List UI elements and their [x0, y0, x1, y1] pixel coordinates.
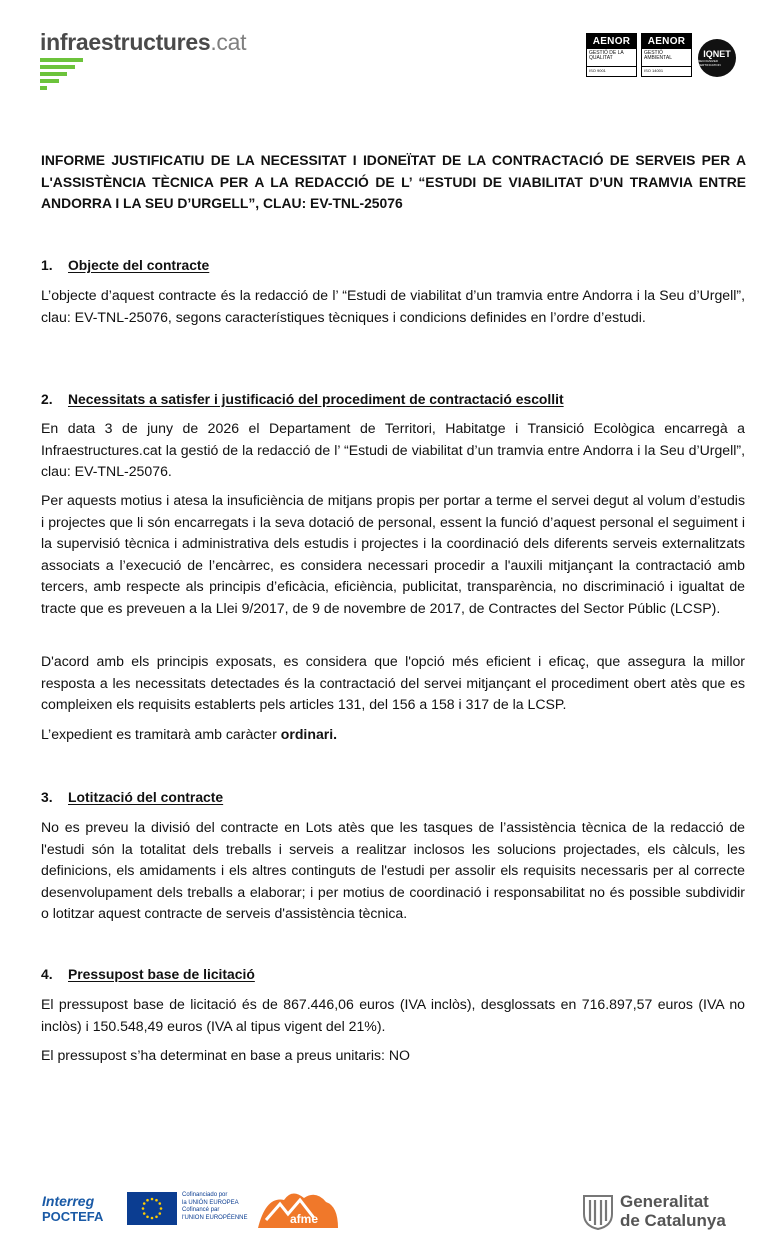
aenor-label: GESTIÓ DE LA QUALITAT [589, 50, 624, 61]
document-title: INFORME JUSTIFICATIU DE LA NECESSITAT I IDONEÏTAT DE LA CONTRACTACIÓ DE SERVEIS PER A L'ASSISTÈNCIA TÈCNICA PER A LA REDACCIÓ DE L’ “ESTUDI DE VIABILITAT D’UN TRAMVIA ENTRE ANDORRA I LA SEU D’URGELL”, CLAU: EV-TNL-25076 [41, 152, 746, 211]
generalitat-line-1: Generalitat [620, 1192, 709, 1211]
section-2-paragraph-1: En data 3 de juny de 2026 el Departament de Territori, Habitatge i Transició Ecològica encarregà a Infraestructures.cat la gestió de la redacció de l’ “Estudi de viabilitat d’un tramvia entre Andorra i la Seu d’Urgell”, clau: EV-TNL-25076. [41, 420, 745, 479]
section-title: Pressupost base de licitació [68, 966, 255, 982]
aenor-environment-seal [641, 33, 692, 77]
afme-logo [256, 1190, 340, 1230]
eu-text-line: Cofinancé par [182, 1207, 220, 1213]
section-2-paragraph-4 [41, 724, 745, 746]
aenor-brand: AENOR [587, 34, 636, 49]
eu-flag-icon [127, 1192, 177, 1225]
section-4-heading [41, 965, 255, 983]
eu-text-line: l'UNION EUROPÉENNE [182, 1214, 248, 1221]
section-4-paragraph-1: El pressupost base de licitació és de 867.446,06 euros (IVA inclòs), desglossats en 716.897,57 euros (IVA no inclòs) i 150.548,49 euros (IVA al tipus vigent del 21%). [41, 996, 745, 1034]
section-3-heading [41, 788, 223, 806]
section-number: 4. [41, 966, 53, 982]
interreg-text: Interreg [42, 1193, 95, 1209]
section-title: Necessitats a satisfer i justificació del procediment de contractació escollit [68, 391, 564, 407]
generalitat-shield-icon [582, 1194, 614, 1230]
eu-cofinancing-text [182, 1192, 248, 1222]
section-number: 2. [41, 391, 53, 407]
infraestructures-logo [40, 30, 246, 54]
iqnet-seal [698, 39, 736, 77]
procedure-type: ordinari. [280, 726, 338, 742]
aenor-brand: AENOR [642, 34, 691, 49]
aenor-quality-seal [586, 33, 637, 77]
section-3-paragraph: No es preveu la divisió del contracte en Lots atès que les tasques de l’assistència tècnica de la redacció de l'estudi són la totalitat dels treballs i serveis a realitzar inclosos les solucions projectades, els càlculs, les definicions, els amidaments i els altres continguts de l'estudi per assolir els requisits necessaris per al correcte desenvolupament dels treballs a elaborar; i per motius de coordinació i responsabilitat no és possible subdividir o lotitzar aquest contracte de serveis d'assistència tècnica. [41, 819, 745, 921]
iqnet-brand: IQNET [703, 49, 731, 59]
poctefa-text: POCTEFA [42, 1209, 104, 1224]
section-2-heading [41, 390, 564, 408]
section-title: Lotització del contracte [68, 789, 224, 805]
iqnet-label: RECOGNIZED CERTIFICATION [698, 59, 721, 67]
aenor-code: ISO 9001 [587, 66, 636, 74]
section-4-paragraph-2: El pressupost s’ha determinat en base a preus unitaris: NO [41, 1047, 410, 1063]
section-number: 1. [41, 257, 53, 273]
section-2-paragraph-3: D'acord amb els principis exposats, es considera que l'opció més eficient i eficaç, que assegura la millor resposta a les necessitats detectades és la contractació del servei mitjançant el procediment obert atès que es compleixen els requisits establerts pels articles 131, del 156 a 158 i 317 de la LCSP. [41, 653, 745, 712]
logo-wordmark [40, 30, 246, 54]
certification-logos [586, 33, 738, 79]
procedure-text: L’expedient es tramitarà amb caràcter [41, 726, 281, 742]
logo-suffix-text: .cat [210, 29, 247, 55]
generalitat-line-2: de Catalunya [620, 1211, 726, 1230]
section-1-paragraph: L’objecte d’aquest contracte és la redacció de l’ “Estudi de viabilitat d’un tramvia entre Andorra i la Seu d’Urgell”, clau: EV-TNL-25076, segons característiques tècniques i condicions definides en l’ordre d’estudi. [41, 287, 745, 325]
section-number: 3. [41, 789, 53, 805]
eu-text-line: Cofinanciado por [182, 1192, 228, 1198]
footer-logos [0, 1188, 779, 1233]
section-2-paragraph-2: Per aquests motius i atesa la insuficiència de mitjans propis per portar a terme el servei degut al volum d’estudis i projectes que li són encarregats i la seva dotació de personal, essent la funció d’aquest personal el seguiment i la supervisió tècnica i administrativa dels estudis i projectes i la coordinació dels diferents serveis externalitzats associats a l’execució de l’encàrrec, es considera necessari procedir a l'auxili mitjançant la contractació amb tercers, amb respecte als principis d’eficàcia, eficiència, publicitat, transparència, no discriminació i igualtat de tracte que es preveuen a la Llei 9/2017, de 9 de novembre de 2017, de Contractes del Sector Públic (LCSP). [41, 492, 745, 616]
eu-text-line: la UNIÓN EUROPEA [182, 1199, 239, 1206]
section-1-heading [41, 256, 209, 274]
aenor-code: ISO 14001 [642, 66, 691, 74]
generalitat-logo [582, 1192, 726, 1235]
aenor-label: GESTIÓ AMBIENTAL [644, 50, 672, 61]
generalitat-text [620, 1192, 750, 1230]
interreg-logo [42, 1193, 103, 1225]
afme-text: afme [290, 1212, 319, 1226]
logo-main-text: infraestructures [40, 29, 211, 55]
section-title: Objecte del contracte [68, 257, 210, 273]
